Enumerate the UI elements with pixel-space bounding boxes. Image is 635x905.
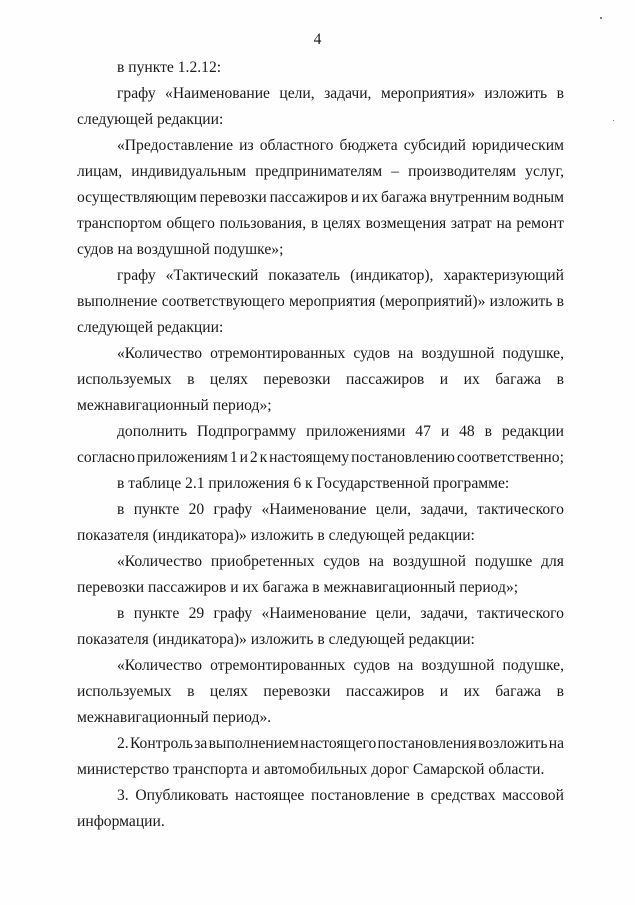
word: на: [397, 657, 414, 674]
word: соответствующего: [161, 293, 285, 310]
word: судов: [353, 657, 390, 674]
word: «Количество: [117, 553, 203, 570]
word: постановление: [310, 787, 410, 804]
word: затрат: [450, 215, 492, 232]
word: в: [187, 371, 195, 388]
word: за: [194, 735, 208, 752]
word: их: [463, 371, 480, 388]
word: графу: [117, 267, 156, 284]
word: «Наименование: [261, 501, 367, 518]
word: отремонтированных: [210, 345, 346, 362]
word: графу: [213, 605, 253, 622]
word: подушке,: [502, 657, 564, 674]
word: пункте: [133, 501, 180, 518]
text-line: министерство транспорта и автомобильных дорог Самарской области.: [77, 761, 545, 778]
word: водным: [512, 189, 564, 206]
word: графу: [213, 501, 253, 518]
word: 3.: [117, 787, 129, 804]
word: приложениям: [137, 449, 228, 466]
word: используемых: [77, 683, 172, 700]
word: осуществляющим: [77, 189, 197, 206]
word: соответственно;: [456, 449, 564, 466]
text-line: [77, 497, 564, 523]
word: подушке: [474, 553, 533, 570]
word: их: [361, 189, 379, 206]
word: 47: [415, 423, 431, 440]
text-line: [77, 367, 564, 393]
word: изложить: [489, 293, 553, 310]
word: характеризующий: [443, 267, 564, 284]
word: (индикатор),: [350, 267, 434, 284]
word: тактического: [477, 501, 564, 518]
word: в: [556, 683, 564, 700]
word: (мероприятий)»: [379, 293, 486, 310]
word: в: [556, 293, 564, 310]
text-line: [77, 263, 564, 289]
word: на: [548, 735, 564, 752]
word: массовой: [502, 787, 564, 804]
word: багажа: [495, 683, 542, 700]
word: лицам,: [77, 163, 123, 180]
word: целях: [209, 683, 248, 700]
word: «Наименование: [261, 605, 367, 622]
text-line: [77, 159, 564, 185]
word: в: [556, 371, 564, 388]
word: и: [350, 189, 360, 206]
word: мероприятия: [289, 293, 376, 310]
text-line: [77, 289, 564, 315]
text-line: [77, 81, 564, 107]
word: в: [556, 85, 564, 102]
text-line: [77, 185, 564, 211]
word: задачи,: [324, 85, 372, 102]
word: выполнением: [208, 735, 299, 752]
word: в: [187, 683, 195, 700]
word: на: [368, 553, 384, 570]
text-line: показателя (индикатора)» изложить в следующей редакции:: [77, 631, 475, 648]
word: Опубликовать: [135, 787, 229, 804]
word: мероприятия»: [380, 85, 476, 102]
text-line: показателя (индикатора)» изложить в следующей редакции:: [77, 527, 475, 544]
word: подушке,: [502, 345, 564, 362]
word: в: [416, 787, 424, 804]
scan-speck: [600, 17, 602, 19]
text-line: перевозки пассажиров и их багажа в межнавигационный период»;: [77, 579, 519, 596]
word: цели,: [375, 605, 412, 622]
word: пассажиров: [346, 371, 425, 388]
word: бюджета: [339, 137, 398, 154]
word: редакции: [501, 423, 564, 440]
word: к: [259, 449, 268, 466]
word: 1: [229, 449, 238, 466]
word: графу: [117, 85, 156, 102]
word: изложить: [484, 85, 548, 102]
word: согласно: [77, 449, 136, 466]
word: настоящему: [269, 449, 350, 466]
text-line: [77, 783, 564, 809]
word: и: [440, 423, 450, 440]
word: «Предоставление: [117, 137, 234, 154]
word: перевозки: [199, 189, 267, 206]
word: Подпрограмму: [197, 423, 297, 440]
word: воздушной: [421, 345, 495, 362]
word: цели,: [279, 85, 315, 102]
word: 2: [249, 449, 258, 466]
word: Контроль: [129, 735, 193, 752]
word: их: [463, 683, 480, 700]
word: задачи,: [420, 501, 468, 518]
word: 20: [188, 501, 205, 518]
word: общего: [166, 215, 215, 232]
word: субсидий: [403, 137, 466, 154]
word: задачи,: [420, 605, 468, 622]
text-line: межнавигационный период».: [77, 709, 272, 726]
text-line: [77, 549, 564, 575]
text-line: [77, 679, 564, 705]
word: воздушной: [421, 657, 495, 674]
text-line: [77, 653, 564, 679]
word: средствах: [430, 787, 496, 804]
word: выполнение: [77, 293, 158, 310]
word: транспортом: [77, 215, 162, 232]
word: настоящее: [235, 787, 305, 804]
word: пункте: [133, 605, 180, 622]
text-line: судов на воздушной подушке»;: [77, 241, 284, 258]
text-line: [77, 341, 564, 367]
word: отремонтированных: [210, 657, 346, 674]
text-line: [77, 601, 564, 627]
word: в: [484, 423, 493, 440]
word: в: [310, 215, 319, 232]
word: «Количество: [117, 345, 203, 362]
word: приложениями: [306, 423, 406, 440]
word: предпринимателям: [255, 163, 383, 180]
word: и: [439, 371, 449, 388]
word: цели,: [375, 501, 412, 518]
word: ремонт: [516, 215, 564, 232]
word: «Количество: [117, 657, 203, 674]
text-line: [77, 211, 564, 237]
word: и: [439, 683, 449, 700]
word: внутренним: [429, 189, 510, 206]
text-line: в пункте 1.2.12:: [117, 59, 222, 76]
word: производителям: [408, 163, 517, 180]
word: багажа: [380, 189, 427, 206]
text-line: следующей редакции:: [77, 111, 224, 128]
word: воздушной: [392, 553, 466, 570]
scan-speck: [613, 120, 614, 121]
text-line: в таблице 2.1 приложения 6 к Государственной программе:: [117, 475, 510, 492]
text-line: информации.: [77, 813, 165, 830]
text-line: [77, 133, 564, 159]
word: для: [541, 553, 564, 570]
word: целях: [322, 215, 361, 232]
word: в: [117, 605, 125, 622]
word: багажа: [495, 371, 542, 388]
word: показатель: [268, 267, 341, 284]
text-line: следующей редакции:: [77, 319, 224, 336]
word: перевозки: [263, 371, 331, 388]
text-line: [77, 731, 564, 757]
word: на: [496, 215, 512, 232]
word: приобретенных: [210, 553, 315, 570]
word: на: [397, 345, 414, 362]
word: –: [391, 163, 400, 180]
word: постановления: [377, 735, 477, 752]
word: судов: [323, 553, 360, 570]
word: областного: [259, 137, 334, 154]
word: 48: [459, 423, 475, 440]
word: постановлению: [351, 449, 455, 466]
word: и: [239, 449, 248, 466]
word: пассажиров: [346, 683, 425, 700]
text-line: [77, 419, 564, 445]
word: возмещения: [365, 215, 447, 232]
word: используемых: [77, 371, 172, 388]
word: услуг,: [525, 163, 564, 180]
word: целях: [209, 371, 248, 388]
word: перевозки: [263, 683, 331, 700]
word: из: [239, 137, 254, 154]
word: «Тактический: [165, 267, 259, 284]
word: юридическим: [472, 137, 564, 154]
word: «Наименование: [165, 85, 270, 102]
word: тактического: [477, 605, 564, 622]
word: 29: [188, 605, 205, 622]
document-body: [77, 55, 564, 835]
word: пользования,: [219, 215, 307, 232]
word: возложить: [478, 735, 548, 752]
word: настоящего: [300, 735, 377, 752]
word: в: [117, 501, 125, 518]
text-line: межнавигационный период»;: [77, 397, 272, 414]
word: индивидуальным: [131, 163, 247, 180]
word: 2.: [117, 735, 129, 752]
word: дополнить: [117, 423, 188, 440]
page-number: 4: [313, 31, 322, 48]
word: судов: [353, 345, 390, 362]
text-line: [77, 445, 564, 471]
word: пассажиров: [269, 189, 348, 206]
